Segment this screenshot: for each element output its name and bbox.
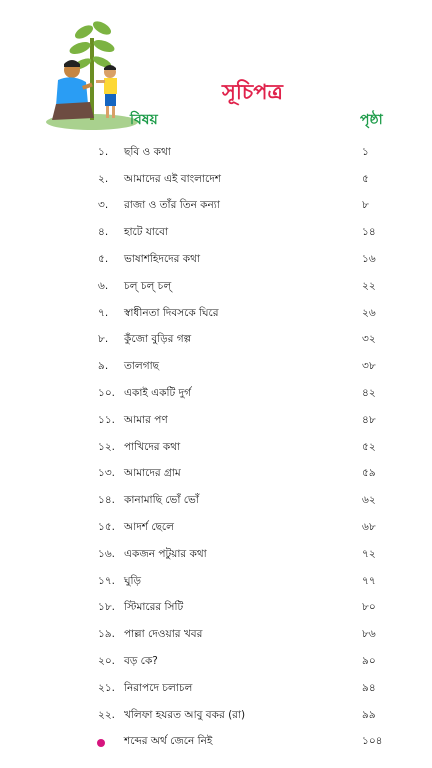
toc-number: ১৬.: [98, 547, 115, 560]
toc-row[interactable]: [0, 408, 432, 435]
toc-number: ২০.: [98, 655, 115, 668]
toc-row[interactable]: [0, 328, 432, 355]
toc-topic: বড় কে?: [124, 655, 158, 668]
toc-page-number: ৯৪: [362, 681, 376, 694]
toc-topic: খলিফা হযরত আবু বকর (রা): [124, 708, 246, 721]
toc-topic: কানামাছি ভোঁ ভোঁ: [124, 494, 199, 507]
toc-page-number: ৩৮: [362, 360, 376, 373]
toc-topic: আদর্শ ছেলে: [124, 521, 174, 534]
toc-topic: চল্ চল্ চল্: [124, 279, 172, 292]
toc-number: ১৭.: [98, 574, 115, 587]
toc-topic: একাই একটি দুর্গ: [124, 387, 191, 400]
toc-row[interactable]: [0, 676, 432, 703]
toc-page-number: ৯০: [362, 655, 376, 668]
toc-row[interactable]: [0, 515, 432, 542]
toc-number: ৩.: [98, 199, 109, 212]
man-and-child-planting-tree-illustration: [44, 18, 140, 130]
toc-row[interactable]: [0, 220, 432, 247]
toc-page-number: ৫৯: [362, 467, 376, 480]
toc-page-number: ১৪: [362, 226, 376, 239]
toc-page-number: ৮০: [362, 601, 376, 614]
toc-topic: কুঁজো বুড়ির গল্প: [124, 333, 192, 346]
toc-number: ১৯.: [98, 628, 115, 641]
toc-topic: পাল্লা দেওয়ার খবর: [124, 628, 203, 641]
toc-topic: একজন পটুয়ার কথা: [124, 547, 207, 560]
toc-number: ১.: [98, 145, 109, 158]
toc-row[interactable]: [0, 140, 432, 167]
toc-topic: তালগাছ: [124, 360, 160, 373]
toc-row[interactable]: [0, 381, 432, 408]
toc-page-number: ৮৬: [362, 628, 376, 641]
toc-topic: ছবি ও কথা: [124, 145, 171, 158]
toc-page-number: ৬৮: [362, 521, 376, 534]
page-column-header: পৃষ্ঠা: [360, 112, 383, 128]
toc-number: ১১.: [98, 413, 115, 426]
toc-row[interactable]: [0, 462, 432, 489]
toc-topic: নিরাপদে চলাচল: [124, 681, 193, 694]
page-title: সূচিপত্র: [222, 80, 283, 104]
toc-page-number: ২২: [362, 279, 376, 292]
toc-topic: স্বাধীনতা দিবসকে ঘিরে: [124, 306, 219, 319]
toc-number: ৭.: [98, 306, 109, 319]
toc-topic: ঘুড়ি: [124, 574, 141, 587]
toc-row[interactable]: [0, 488, 432, 515]
toc-topic: শব্দের অর্থ জেনে নিই: [124, 735, 213, 748]
toc-number: ২.: [98, 172, 109, 185]
toc-number: ১০.: [98, 387, 115, 400]
toc-page-number: ১: [362, 145, 369, 158]
toc-page-number: ৬২: [362, 494, 376, 507]
toc-number: ৫.: [98, 253, 109, 266]
toc-topic: স্টিমারের সিটি: [124, 601, 184, 614]
toc-number: ১৮.: [98, 601, 115, 614]
toc-row[interactable]: [0, 354, 432, 381]
toc-topic: আমাদের গ্রাম: [124, 467, 181, 480]
toc-number: ২১.: [98, 681, 115, 694]
toc-number: ১৩.: [98, 467, 115, 480]
table-of-contents: [0, 140, 432, 756]
toc-topic: আমার পণ: [124, 413, 168, 426]
toc-row[interactable]: [0, 649, 432, 676]
toc-row[interactable]: [0, 435, 432, 462]
bullet-icon: [97, 739, 105, 747]
toc-page-number: ৫: [362, 172, 369, 185]
toc-number: ৯.: [98, 360, 109, 373]
toc-row[interactable]: [0, 274, 432, 301]
toc-page-number: ৩২: [362, 333, 376, 346]
toc-row[interactable]: [0, 622, 432, 649]
topic-column-header: বিষয়: [130, 112, 158, 128]
toc-page-number: ৭২: [362, 547, 376, 560]
toc-page-number: ৮: [362, 199, 369, 212]
toc-page-number: ৪২: [362, 387, 376, 400]
toc-page-number: ৯৯: [362, 708, 376, 721]
toc-row[interactable]: [0, 194, 432, 221]
toc-page-number: ১০৪: [362, 735, 383, 748]
toc-page-number: ৭৭: [362, 574, 376, 587]
toc-row[interactable]: [0, 167, 432, 194]
toc-page-number: ২৬: [362, 306, 376, 319]
toc-topic: আমাদের এই বাংলাদেশ: [124, 172, 221, 185]
toc-number: ৬.: [98, 279, 109, 292]
toc-page-number: ১৬: [362, 253, 376, 266]
toc-number: ৪.: [98, 226, 109, 239]
toc-topic: হাটে যাবো: [124, 226, 169, 239]
toc-topic: ভাষাশহিদদের কথা: [124, 253, 200, 266]
toc-row[interactable]: [0, 569, 432, 596]
toc-topic: রাজা ও তাঁর তিন কন্যা: [124, 199, 220, 212]
toc-page-number: ৫২: [362, 440, 376, 453]
toc-row[interactable]: [0, 542, 432, 569]
toc-number: ৮.: [98, 333, 109, 346]
toc-number: ২২.: [98, 708, 115, 721]
toc-topic: পাখিদের কথা: [124, 440, 181, 453]
toc-row[interactable]: [0, 247, 432, 274]
toc-row[interactable]: [0, 596, 432, 623]
toc-number: ১২.: [98, 440, 115, 453]
toc-page-number: ৪৮: [362, 413, 376, 426]
toc-row[interactable]: [0, 301, 432, 328]
toc-row-glossary[interactable]: [0, 730, 432, 757]
toc-number: ১৫.: [98, 521, 115, 534]
toc-number: ১৪.: [98, 494, 115, 507]
toc-row[interactable]: [0, 703, 432, 730]
